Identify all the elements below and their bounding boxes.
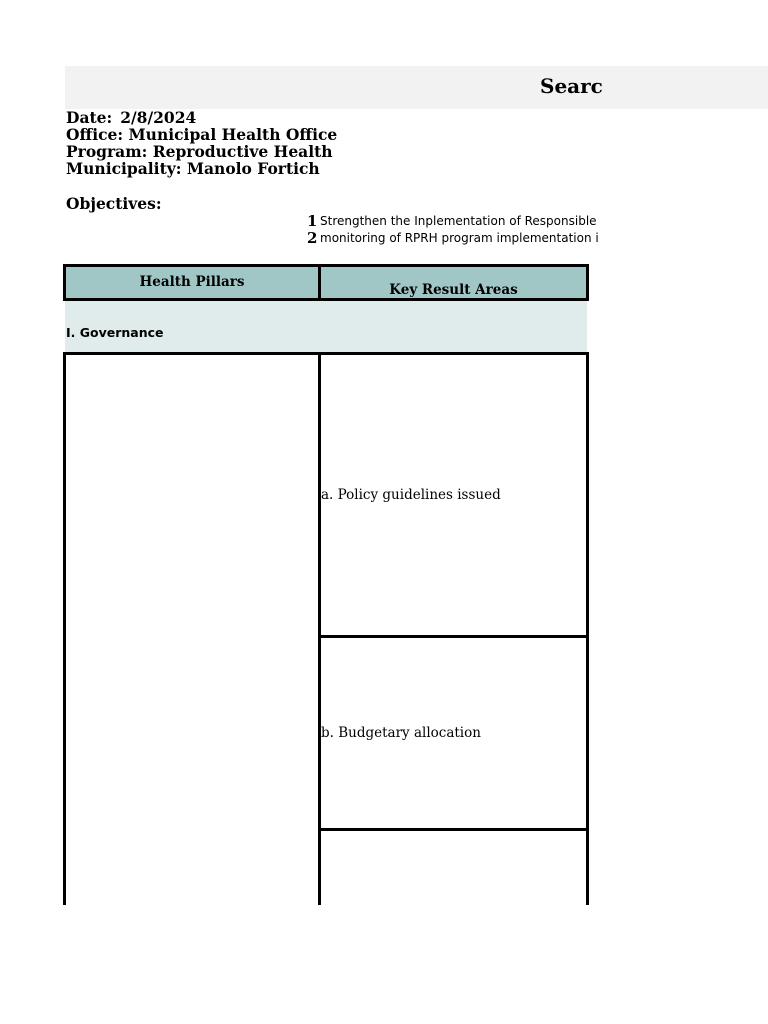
office-line: Office: Municipal Health Office <box>66 125 338 144</box>
objective-number-2: 2 <box>307 229 318 247</box>
municipality-line: Municipality: Manolo Fortich <box>66 159 320 178</box>
date-value: 2/8/2024 <box>120 108 197 127</box>
date-label: Date: <box>66 108 113 127</box>
objective-text-1: Strengthen the Inplementation of Responsible <box>320 214 597 228</box>
report-title: Searc <box>540 74 603 98</box>
border-left-body <box>63 352 66 905</box>
kra-policy-guidelines: a. Policy guidelines issued <box>321 487 501 503</box>
objective-number-1: 1 <box>307 212 318 230</box>
row-divider-1 <box>318 635 589 638</box>
section-divider <box>63 352 589 355</box>
border-left-header <box>63 264 66 301</box>
kra-budgetary-allocation: b. Budgetary allocation <box>321 725 481 741</box>
header-key-result-areas: Key Result Areas <box>321 267 586 299</box>
section-title-governance: I. Governance <box>66 325 164 340</box>
objective-text-2: monitoring of RPRH program implementation i <box>320 231 599 245</box>
table-border-top <box>63 264 589 267</box>
border-right-header <box>586 264 589 301</box>
header-health-pillars: Health Pillars <box>66 267 318 299</box>
row-divider-2 <box>318 828 589 831</box>
program-line: Program: Reproductive Health <box>66 142 333 161</box>
objectives-label: Objectives: <box>66 194 162 213</box>
column-divider-header <box>318 264 321 301</box>
border-right-body <box>586 352 589 905</box>
report-title-bar <box>65 66 768 109</box>
header-divider <box>63 298 589 301</box>
column-divider-body <box>318 352 321 905</box>
